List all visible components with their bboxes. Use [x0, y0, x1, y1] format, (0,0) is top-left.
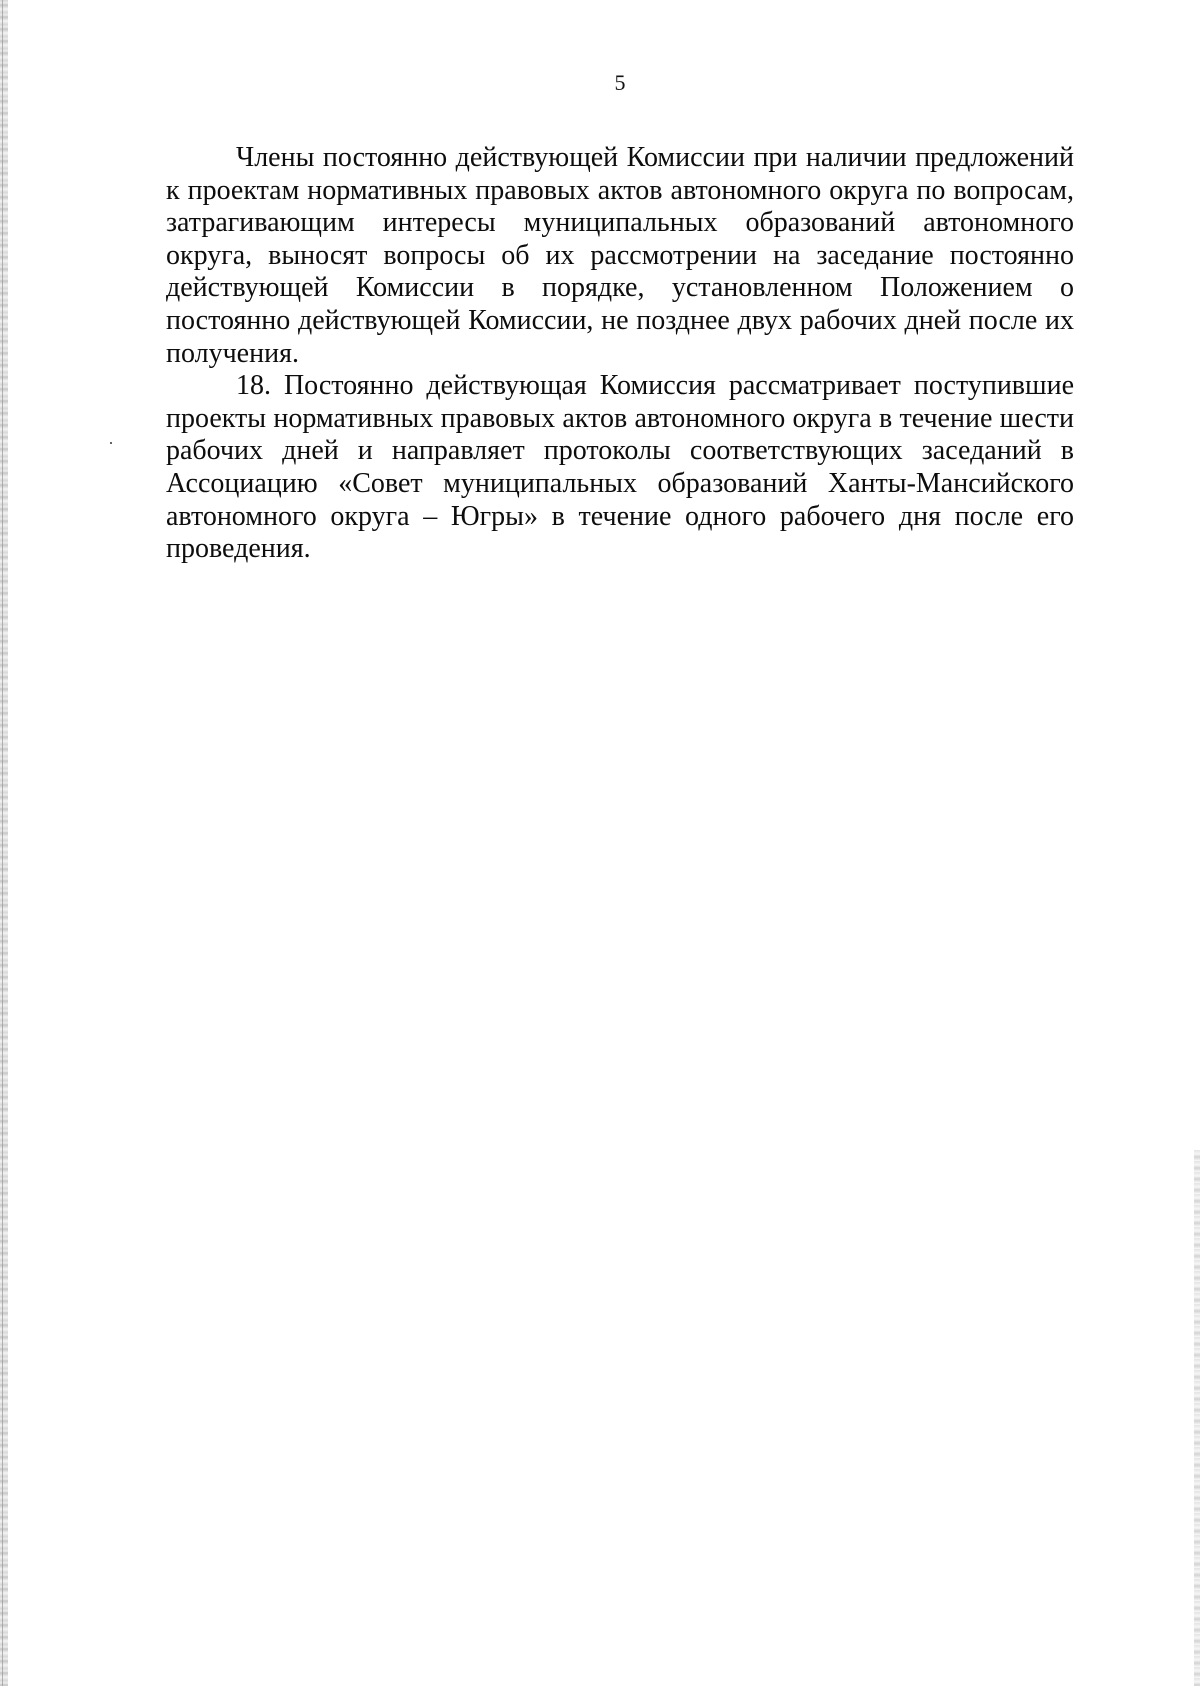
paragraph-members: Члены постоянно действующей Комиссии при наличии предложений к проектам нормативных правовых актов автономного округа по вопросам, затрагивающим интересы муниципальных образований автономного округа, выносят вопросы об их рассмотрении на заседание постоянно действующей Комиссии в порядке, установленном Положением о постоянно действующей Комиссии, не позднее двух рабочих дней после их получения.: [166, 142, 1074, 369]
paragraph-item-18: 18. Постоянно действующая Комиссия рассматривает поступившие проекты нормативных правовых актов автономного округа в течение шести рабочих дней и направляет протоколы соответствующих заседаний в Ассоциацию «Совет муниципальных образований Ханты-Мансийского автономного округа – Югры» в течение одного рабочего дня после его проведения.: [166, 370, 1074, 565]
scan-edge-right: [1194, 1150, 1200, 1686]
scan-edge-left-line: [2, 0, 3, 1686]
document-body: [166, 142, 1074, 566]
page-number: 5: [614, 70, 626, 95]
stray-dot: [110, 442, 112, 444]
